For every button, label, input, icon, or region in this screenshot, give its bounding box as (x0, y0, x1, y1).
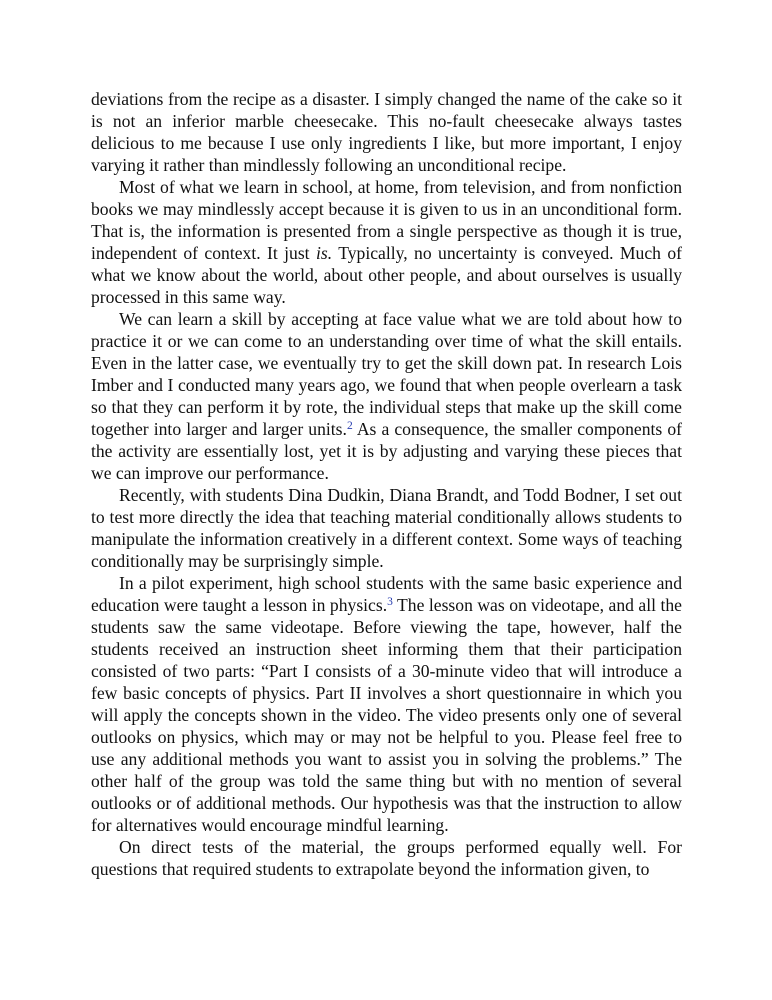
paragraph-conditional-teaching (91, 484, 682, 572)
paragraph-skill-learning (91, 308, 682, 484)
paragraph-text: deviations from the recipe as a disaster. I simply changed the name of the cake so it is not an inferior marble cheesecake. This no-fault cheesecake always tastes delicious to me because I use only ingredients I like, but more important, I enjoy varying it rather than mindlessly following an unconditional recipe. (91, 89, 682, 175)
paragraph-unconditional-learning (91, 176, 682, 308)
paragraph-cheesecake (91, 88, 682, 176)
paragraph-text: We can learn a skill by accepting at face value what we are told about how to practice it or we can come to an understanding over time of what the skill entails. Even in the latter case, we eventually try to get the skill down pat. In research Lois Imber and I conducted many years ago, we found that when people overlearn a task so that they can perform it by rote, the individual steps that make up the skill come together into larger and larger units. (91, 309, 682, 439)
paragraph-text: The lesson was on videotape, and all the students saw the same videotape. Before viewing the tape, however, half the students received an instruction sheet informing them that their participation consisted of two parts: “Part I consists of a 30-minute video that will introduce a few basic concepts of physics. Part II involves a short questionnaire in which you will apply the concepts shown in the video. The video presents only one of several outlooks on physics, which may or may not be helpful to you. Please feel free to use any additional methods you want to assist you in solving the problems.” The other half of the group was told the same thing but with no mention of several outlooks or of additional methods. Our hypothesis was that the instruction to allow for alternatives would encourage mindful learning. (91, 595, 682, 835)
page-body (91, 88, 682, 880)
paragraph-text: Most of what we learn in school, at home, from television, and from nonfiction books we may mindlessly accept because it is given to us in an unconditional form. That is, the information is presented from a single perspective as though it is true, independent of context. It just (91, 177, 682, 263)
paragraph-results (91, 836, 682, 880)
footnote-marker-2[interactable]: 2 (346, 420, 353, 432)
paragraph-text: As a consequence, the smaller components of the activity are essentially lost, yet it is by adjusting and varying these pieces that we can improve our performance. (91, 419, 682, 483)
paragraph-text: In a pilot experiment, high school students with the same basic experience and education were taught a lesson in physics. (91, 573, 682, 615)
paragraph-text: On direct tests of the material, the groups performed equally well. For questions that required students to extrapolate beyond the information given, to (91, 837, 682, 879)
footnote-marker-3[interactable]: 3 (387, 596, 393, 608)
paragraph-pilot-experiment (91, 572, 682, 836)
emphasis-text: is. (315, 243, 333, 263)
paragraph-text: Typically, no uncertainty is conveyed. Much of what we know about the world, about other people, and about ourselves is usually processed in this same way. (91, 243, 683, 307)
paragraph-text: Recently, with students Dina Dudkin, Diana Brandt, and Todd Bodner, I set out to test more directly the idea that teaching material conditionally allows students to manipulate the information creatively in a different context. Some ways of teaching conditionally may be surprisingly simple. (91, 485, 682, 571)
